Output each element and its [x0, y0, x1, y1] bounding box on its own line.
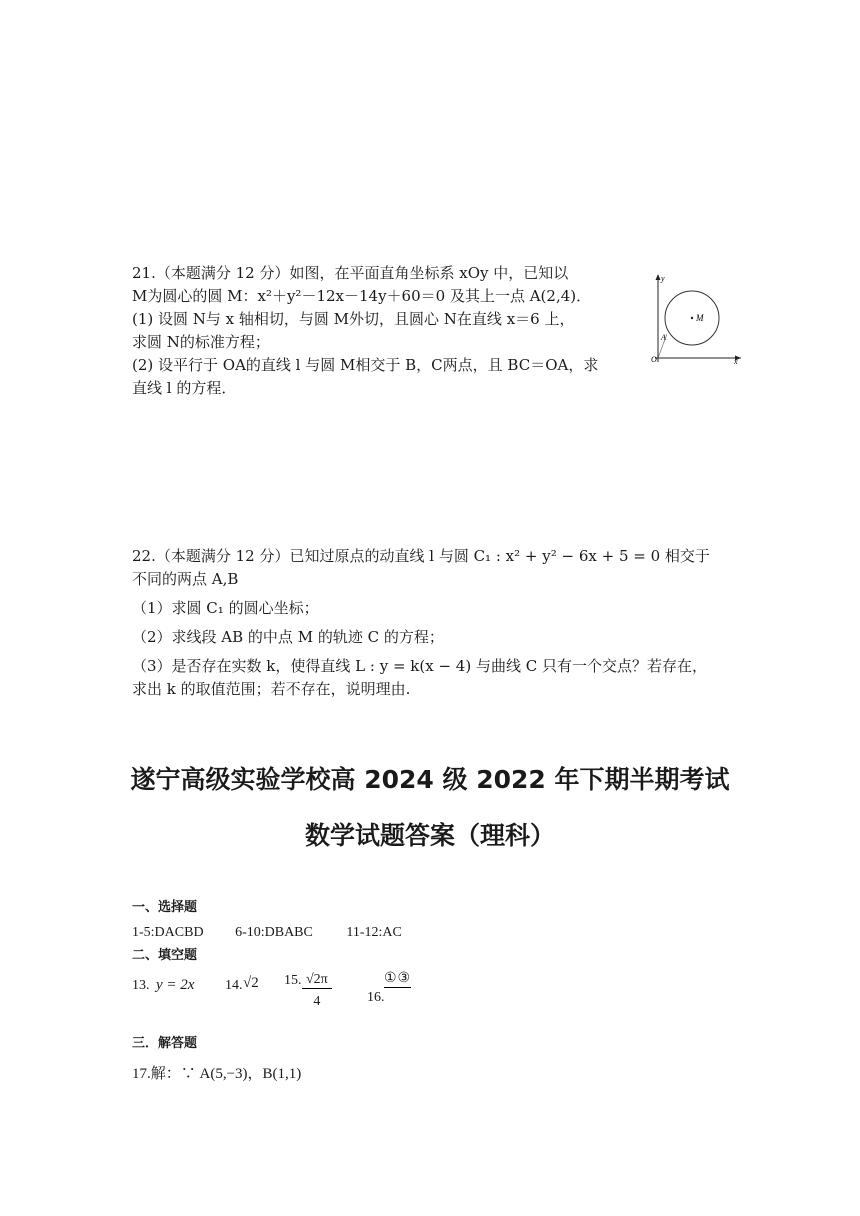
- label-o: O: [651, 355, 657, 364]
- q21-line-4: 求圆 N的标准方程；: [132, 333, 270, 351]
- label-y: y: [661, 274, 665, 283]
- q22-line-6: 求出 k 的取值范围；若不存在，说明理由.: [132, 680, 411, 698]
- answer-16-value: ①③: [384, 971, 412, 986]
- y-axis-arrow: [656, 274, 661, 280]
- section-fill-heading: 二、填空题: [132, 948, 198, 963]
- q21-line-3: (1) 设圆 N与 x 轴相切，与圆 M外切，且圆心 N在直线 x＝6 上，: [132, 310, 575, 328]
- label-x: x: [734, 357, 738, 365]
- answer-13-label: 13.: [132, 978, 150, 993]
- answer-14-label: 14.: [225, 978, 243, 993]
- question-22: [132, 545, 732, 707]
- answer-15-fraction: [302, 972, 332, 1010]
- answer-16-label: 16.: [367, 990, 385, 1005]
- q22-line-3: （1）求圆 C₁ 的圆心坐标；: [132, 599, 319, 617]
- q22-line-2: 不同的两点 A,B: [132, 570, 239, 588]
- answer-title: 遂宁高级实验学校高 2024 级 2022 年下期半期考试: [130, 765, 730, 794]
- q22-line-5: （3）是否存在实数 k，使得直线 L : y = k(x − 4) 与曲线 C 只有一个交点？若存在，: [132, 657, 707, 675]
- section-choice-heading: 一、选择题: [132, 900, 198, 915]
- section-solution-heading: 三．解答题: [132, 1036, 198, 1051]
- q22-line-4: （2）求线段 AB 的中点 M 的轨迹 C 的方程；: [132, 628, 444, 646]
- q21-line-1: 21.（本题满分 12 分）如图，在平面直角坐标系 xOy 中，已知以: [132, 264, 569, 282]
- q21-line-5: (2) 设平行于 OA的直线 l 与圆 M相交于 B，C两点，且 BC＝OA，求: [132, 356, 599, 374]
- choice-answers-1: 1-5:DACBD: [132, 925, 204, 940]
- center-m-point: [691, 317, 693, 319]
- answer-15-denominator: 4: [313, 994, 321, 1009]
- question-21: [132, 262, 632, 400]
- circle-figure: [645, 270, 745, 365]
- label-a: A: [661, 333, 666, 342]
- label-m: M: [696, 313, 704, 323]
- q21-line-2: M为圆心的圆 M：x²＋y²－12x－14y＋60＝0 及其上一点 A(2,4)．: [132, 287, 592, 305]
- q22-line-1: 22.（本题满分 12 分）已知过原点的动直线 l 与圆 C₁ : x² + y² − 6x + 5 = 0 相交于: [132, 547, 710, 565]
- answer-15-label: 15.: [284, 973, 302, 988]
- choice-answers: [132, 925, 402, 941]
- answer-14-value: √2: [243, 975, 259, 991]
- q21-line-6: 直线 l 的方程．: [132, 379, 237, 397]
- answer-15-numerator: √2π: [302, 972, 332, 989]
- choice-answers-2: 6-10:DBABC: [235, 925, 313, 940]
- answer-17: 17.解：∵ A(5,−3)，B(1,1): [132, 1066, 302, 1082]
- answer-13-value: y = 2x: [156, 977, 195, 993]
- choice-answers-3: 11-12:AC: [346, 925, 402, 940]
- answer-subtitle: 数学试题答案（理科）: [304, 821, 555, 850]
